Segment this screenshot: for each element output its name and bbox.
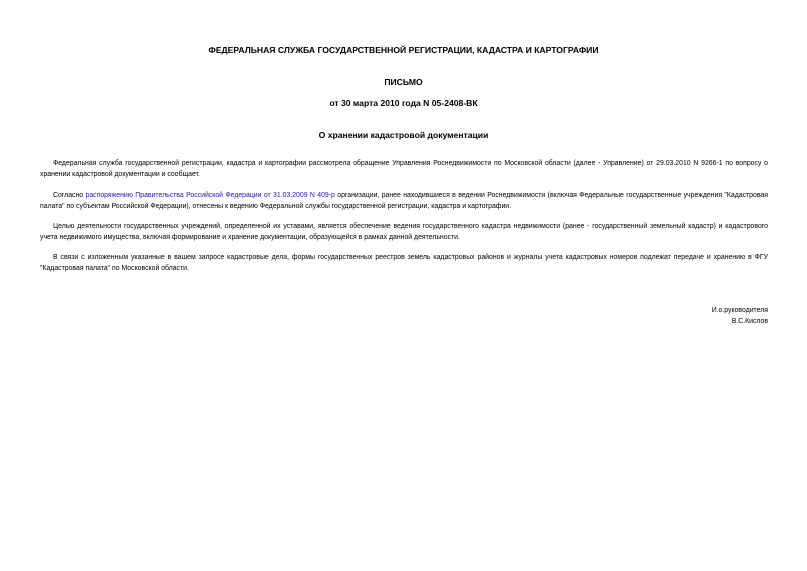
paragraph-2-start: Согласно xyxy=(53,192,86,199)
signature-title: И.о.руководителя xyxy=(711,307,768,314)
paragraph-3: Целью деятельности государственных учреждений, определенной их уставами, является обеспечение ведения государственного кадастра недвижимости (ранее - государственный земельный кадастр) и кадастрового учета недвижимого имущества, включая формирование и хранение документации, образующейся в рамках данной деятельности. xyxy=(40,223,768,241)
document-subject: О хранении кадастровой документации xyxy=(318,130,489,140)
paragraph-2-end: организации, ранее находившиеся в ведении Роснедвижимости (включая Федеральные государственные учреждения "Кадастровая палата" по субъектам Российской Федерации), отнесены к ведению Федеральной службы государственной регистрации, кадастра и картографии. xyxy=(40,192,768,210)
agency-heading: ФЕДЕРАЛЬНАЯ СЛУЖБА ГОСУДАРСТВЕННОЙ РЕГИСТРАЦИИ, КАДАСТРА И КАРТОГРАФИИ xyxy=(208,45,599,55)
paragraph-1: Федеральная служба государственной регистрации, кадастра и картографии рассмотрела обращение Управления Роснедвижимости по Московской области (далее - Управление) от 29.03.2010 N 9266-1 по вопросу о хранении кадастровой документации и сообщает. xyxy=(40,160,768,178)
document-date-number: от 30 марта 2010 года N 05-2408-ВК xyxy=(329,98,478,108)
signature-name: В.С.Кислов xyxy=(731,318,768,325)
paragraph-2 xyxy=(40,191,768,212)
paragraph-4: В связи с изложенным указанные в вашем запросе кадастровые дела, формы государственных реестров земель кадастровых районов и журналы учета кадастровых номеров подлежат передаче и хранению в ФГУ "Кадастровая палата" по Московской области. xyxy=(40,254,768,272)
government-order-link[interactable]: распоряжению Правительства Российской Федерации от 31.03.2009 N 409-р xyxy=(85,192,335,199)
document-type-heading: ПИСЬМО xyxy=(384,77,423,87)
